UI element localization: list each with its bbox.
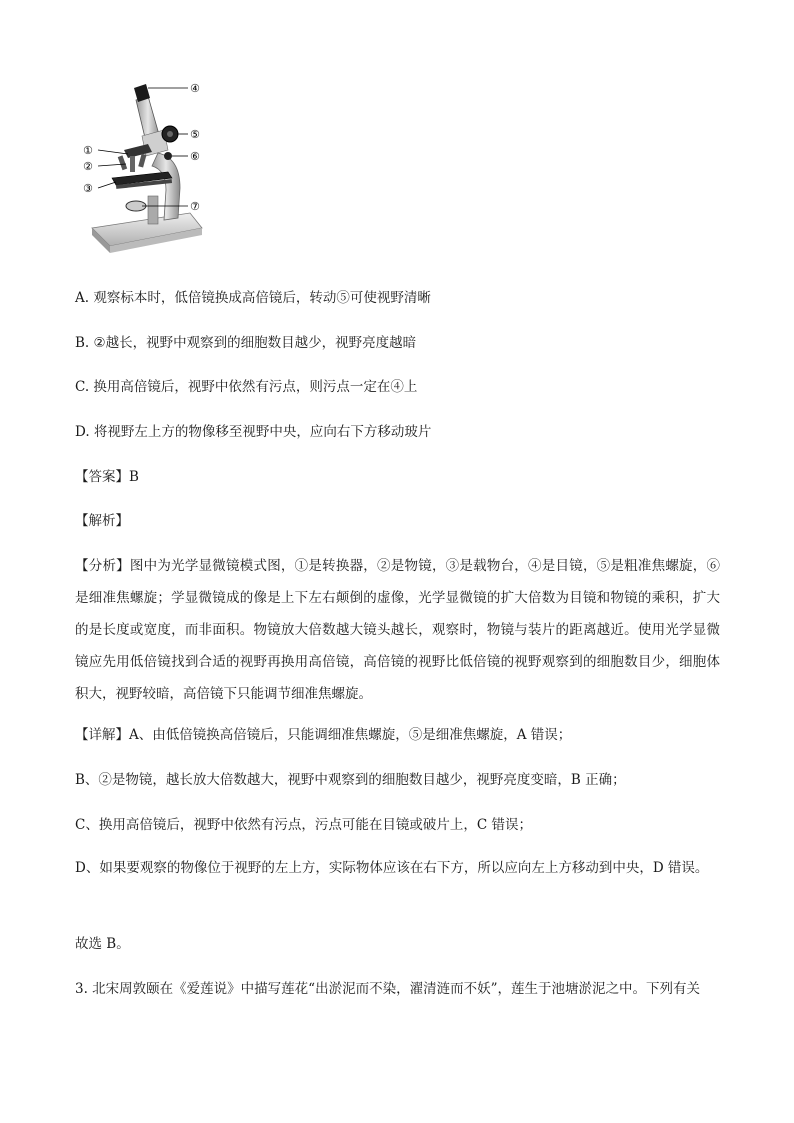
microscope-nosepiece [124, 144, 152, 158]
option-d: D. 将视野左上方的物像移至视野中央，应向右下方移动玻片 [75, 424, 432, 440]
detail-label: 【详解】 [75, 727, 129, 743]
label-4: ④ [190, 82, 200, 95]
analysis-heading: 【解析】 [75, 513, 129, 529]
label-1: ① [83, 144, 93, 157]
label-3: ③ [83, 182, 93, 195]
microscope-figure [80, 78, 220, 258]
label-5: ⑤ [190, 128, 200, 141]
detail-a-text: A、由低倍镜换高倍镜后，只能调细准焦螺旋，⑤是细准焦螺旋，A 错误； [129, 727, 572, 743]
label-6: ⑥ [190, 150, 200, 163]
next-question: 3. 北宋周敦颐在《爱莲说》中描写莲花“出淤泥而不染，濯清涟而不妖”，莲生于池塘淤泥之中。下列有关 [75, 981, 700, 997]
answer-value: B [129, 469, 139, 485]
label-7: ⑦ [190, 200, 200, 213]
detail-a [75, 725, 571, 745]
option-c: C. 换用高倍镜后，视野中依然有污点，则污点一定在④上 [75, 379, 418, 395]
detail-c: C、换用高倍镜后，视野中依然有污点，污点可能在目镜或破片上，C 错误； [75, 817, 532, 833]
detail-d: D、如果要观察的物像位于视野的左上方，实际物体应该在右下方，所以应向左上方移动到中央，D 错误。 [75, 860, 709, 876]
fine-knob [164, 152, 172, 160]
label-2: ② [83, 160, 93, 173]
answer-line [75, 467, 139, 487]
analysis-label: 【分析】 [75, 558, 130, 574]
option-b: B. ②越长，视野中观察到的细胞数目越少，视野亮度越暗 [75, 335, 417, 351]
answer-label: 【答案】 [75, 469, 129, 485]
analysis-text: 图中为光学显微镜模式图，①是转换器，②是物镜，③是载物台，④是目镜，⑤是粗准焦螺旋，⑥是细准焦螺旋；学显微镜成的像是上下左右颠倒的虚像，光学显微镜的扩大倍数为目镜和物镜的乘积，扩大的是长度或宽度，而非面积。物镜放大倍数越大镜头越长，观察时，物镜与装片的距离越近。使用光学显微镜应先用低倍镜找到合适的视野再换用高倍镜，高倍镜的视野比低倍镜的视野观察到的细胞数目少，细胞体积大，视野较暗，高倍镜下只能调节细准焦螺旋。 [75, 558, 721, 702]
conclusion: 故选 B。 [75, 936, 130, 952]
analysis-paragraph [75, 550, 720, 710]
detail-b: B、②是物镜，越长放大倍数越大，视野中观察到的细胞数目越少，视野亮度变暗，B 正确； [75, 772, 626, 788]
option-a: A. 观察标本时，低倍镜换成高倍镜后，转动⑤可使视野清晰 [75, 290, 431, 306]
